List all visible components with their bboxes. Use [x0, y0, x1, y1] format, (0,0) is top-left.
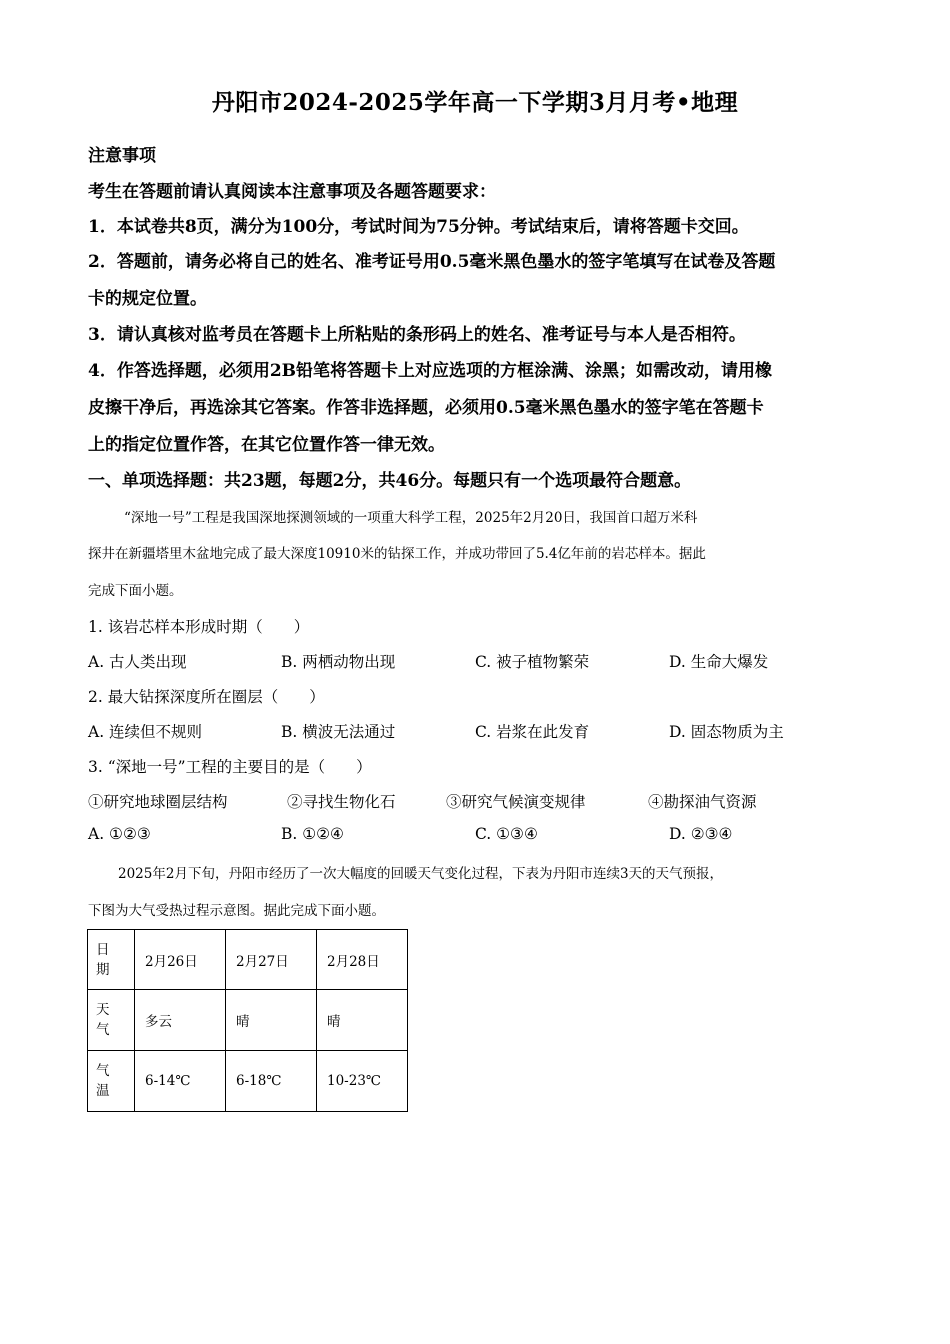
option-a: A. 连续但不规则: [88, 723, 203, 741]
row-header: 日 期: [88, 930, 135, 990]
option-b: B. 两栖动物出现: [281, 653, 396, 671]
notice-item: 上的指定位置作答，在其它位置作答一律无效。: [88, 435, 445, 455]
option-a: A. ①②③: [88, 825, 151, 843]
table-cell: 2月27日: [226, 930, 317, 990]
option-b: B. 横波无法通过: [281, 723, 396, 741]
table-cell: 2月28日: [317, 930, 408, 990]
option-d: D. ②③④: [669, 825, 733, 843]
table-cell: 10-23℃: [317, 1051, 408, 1112]
notice-item: 4．作答选择题，必须用2B铅笔将答题卡上对应选项的方框涂满、涂黑；如需改动，请用橡: [88, 361, 773, 381]
table-row: [88, 990, 408, 1051]
statement: ③研究气候演变规律: [446, 793, 586, 811]
row-header: 天 气: [88, 990, 135, 1051]
section-heading: 一、单项选择题：共23题，每题2分，共46分。每题只有一个选项最符合题意。: [88, 471, 692, 491]
table-cell: 6-14℃: [135, 1051, 226, 1112]
notice-intro: 考生在答题前请认真阅读本注意事项及各题答题要求：: [88, 182, 496, 202]
passage-line: “深地一号”工程是我国深地探测领域的一项重大科学工程，2025年2月20日，我国首口超万米科: [124, 510, 698, 526]
notice-heading: 注意事项: [88, 146, 156, 166]
option-c: C. ①③④: [475, 825, 538, 843]
notice-item: 卡的规定位置。: [88, 289, 207, 309]
option-c: C. 岩浆在此发育: [475, 723, 590, 741]
option-d: D. 固态物质为主: [669, 723, 784, 741]
table-row: [88, 1051, 408, 1112]
question-stem: 1. 该岩芯样本形成时期（ ）: [88, 618, 310, 636]
notice-item: 1．本试卷共8页，满分为100分，考试时间为75分钟。考试结束后，请将答题卡交回。: [88, 217, 749, 237]
statement: ①研究地球圈层结构: [88, 793, 228, 811]
weather-forecast-table: [87, 929, 408, 1112]
option-d: D. 生命大爆发: [669, 653, 769, 671]
statement: ④勘探油气资源: [648, 793, 757, 811]
notice-item: 3．请认真核对监考员在答题卡上所粘贴的条形码上的姓名、准考证号与本人是否相符。: [88, 325, 746, 345]
option-a: A. 古人类出现: [88, 653, 187, 671]
row-header: 气 温: [88, 1051, 135, 1112]
table-row: [88, 930, 408, 990]
passage-line: 2025年2月下旬，丹阳市经历了一次大幅度的回暖天气变化过程，下表为丹阳市连续3天的天气预报，: [118, 866, 724, 882]
page-title: 丹阳市2024-2025学年高一下学期3月月考•地理: [211, 89, 739, 116]
question-stem: 2. 最大钻探深度所在圈层（ ）: [88, 688, 325, 706]
passage-line: 下图为大气受热过程示意图。据此完成下面小题。: [88, 903, 385, 919]
statement: ②寻找生物化石: [287, 793, 396, 811]
table-cell: 6-18℃: [226, 1051, 317, 1112]
passage-line: 完成下面小题。: [88, 583, 183, 599]
table-cell: 多云: [135, 990, 226, 1051]
notice-item: 2．答题前，请务必将自己的姓名、准考证号用0.5毫米黑色墨水的签字笔填写在试卷及答题: [88, 252, 776, 272]
table-cell: 晴: [317, 990, 408, 1051]
option-b: B. ①②④: [281, 825, 344, 843]
table-cell: 2月26日: [135, 930, 226, 990]
notice-item: 皮擦干净后，再选涂其它答案。作答非选择题，必须用0.5毫米黑色墨水的签字笔在答题卡: [88, 398, 764, 418]
table-cell: 晴: [226, 990, 317, 1051]
option-c: C. 被子植物繁荣: [475, 653, 590, 671]
passage-line: 探井在新疆塔里木盆地完成了最大深度10910米的钻探工作，并成功带回了5.4亿年前的岩芯样本。据此: [88, 546, 706, 562]
question-stem: 3. “深地一号”工程的主要目的是（ ）: [88, 758, 372, 776]
